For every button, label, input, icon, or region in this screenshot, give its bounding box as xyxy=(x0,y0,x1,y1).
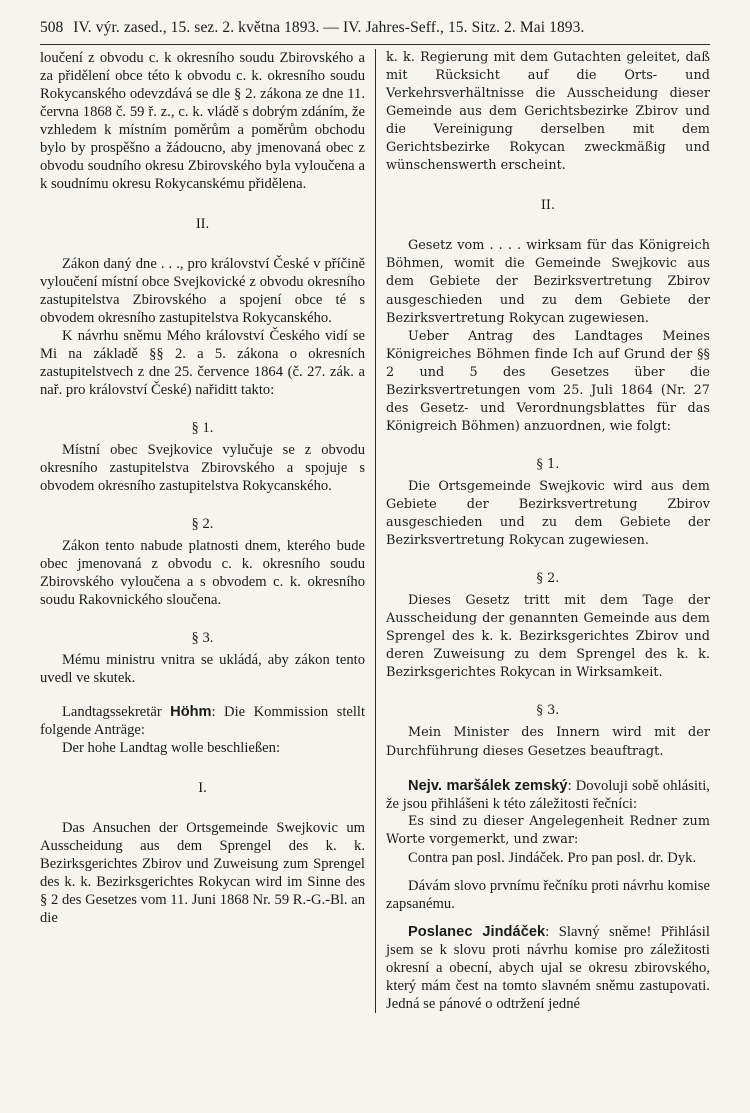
section-heading-roman: II. xyxy=(540,198,556,214)
left-column-czech xyxy=(40,49,375,1013)
section-heading: § 3. xyxy=(191,630,214,646)
section-heading-roman: II. xyxy=(195,216,210,232)
paragraph-text: Landtagssekretär xyxy=(62,704,171,720)
paragraph: Ueber Antrag des Landtages Meines Königreiches Böhmen finde Ich auf Grund der §§ 2 und 5 des Gesetzes über die Bezirksvertretungen vom 25. Juli 1864 (Nr. 27 des Gesetz- und Verordnungsblattes für das Königreich Böhmen) anzuordnen, wie folgt: xyxy=(386,328,710,434)
speaker-name: Poslanec Jindáček xyxy=(408,923,546,940)
speaker-name: Nejv. maršálek zemský xyxy=(408,777,568,794)
paragraph-text: : Slavný sněme! Přihlásil jsem se k slovu proti návrhu komise pro záležitosti okresní a obecní, abych ujal se okresu zbirovského, který mám čest na tomto slavném sněmu zastupovati. Jedná se pánové o odtržení jedné xyxy=(386,923,710,1012)
paragraph-text: : Dovoluji sobě ohlásiti, že jsou přihlášeni k této záležitosti řečníci: xyxy=(386,777,710,812)
speaker-name: Höhm xyxy=(170,704,212,720)
speaker-paragraph xyxy=(386,777,710,813)
paragraph: Mému ministru vnitra se ukládá, aby zákon tento uvedl ve skutek. xyxy=(40,652,365,686)
paragraph: Das Ansuchen der Ortsgemeinde Swejkovic um Ausscheidung aus dem Sprengel des k. k. Bezirksgerichtes Zbirov und Zuweisung zum Sprengel des k. k. Bezirksgerichtes Rokycan wird im Sinne des § 2 des Gesetzes vom 11. Juni 1868 Nr. 59 R.-G.-Bl. an die xyxy=(40,820,365,926)
paragraph: Die Ortsgemeinde Swejkovic wird aus dem Gebiete der Bezirksvertretung Zbirov ausgeschieden und zu dem Gebiete der Bezirksvertretung Rokycan zugewiesen. xyxy=(386,478,710,549)
paragraph: Zákon daný dne . . ., pro království České v příčině vyloučení místní obce Svejkovické z obvodu okresního zastupitelstva Zbirovského a spojení obce té s obvodem okresního zastupitelstva Rokycanského. xyxy=(40,256,365,326)
paragraph-text: : Die Kommission stellt folgende Anträge: xyxy=(40,704,366,738)
paragraph: Contra pan posl. Jindáček. Pro pan posl. dr. Dyk. xyxy=(408,849,697,866)
section-heading: § 1. xyxy=(191,420,214,436)
paragraph: Dieses Gesetz tritt mit dem Tage der Ausscheidung der genannten Gemeinde aus dem Sprengel des k. k. Bezirksgerichtes Zbirov und deren Zuweisung zu dem Sprengel des k. k. Bezirksgerichtes Rokycan in Wirksamkeit. xyxy=(386,593,710,681)
section-heading: § 3. xyxy=(536,703,560,719)
right-column-german xyxy=(375,49,710,1013)
speaker-paragraph xyxy=(40,703,365,739)
two-column-body xyxy=(40,49,710,1013)
section-heading: § 2. xyxy=(536,571,560,587)
paragraph: Mein Minister des Innern wird mit der Durchführung dieses Gesetzes beauftragt. xyxy=(386,725,710,759)
paragraph: Es sind zu dieser Angelegenheit Redner zum Worte vorgemerkt, und zwar: xyxy=(386,813,710,847)
section-heading: § 1. xyxy=(536,456,560,472)
paragraph: Zákon tento nabude platnosti dnem, kterého bude obec jmenovaná z obvodu c. k. okresního soudu Zbirovského vyloučena a s obvodem c. k. okresního soudu Rakovnického sloučena. xyxy=(40,538,365,608)
paragraph: Gesetz vom . . . . wirksam für das Königreich Böhmen, womit die Gemeinde Swejkovic aus dem Gebiete der Bezirksvertretung Zbirov ausgeschieden und zu dem Gebiete der Bezirksvertretung Rokycan zugewiesen. xyxy=(386,238,710,326)
paragraph: loučení z obvodu c. k okresního soudu Zbirovského a za přidělení obce této k obvodu c. k. okresního soudu Rokycanského odevzdává se dle § 2. zákona ze dne 11. června 1868 č. 59 ř. z., c. k. vládě s dobrým zdáním, že vzhledem k místním poměrům a poměrům obchodu bylo by prospěšno a žádoucno, aby jmenovaná obec z obvodu soudního okresu Zbirovského byla vyloučena a k soudnímu okresu Rokycanskému přidělena. xyxy=(40,50,365,192)
paragraph: K návrhu sněmu Mého království Českého vidí se Mi na základě §§ 2. a 5. zákona o okresních zastupitelstvech z dne 25. července 1864 (č. 27. zák. a nař. pro království České) nařiditt takto: xyxy=(40,328,365,398)
speaker-paragraph xyxy=(386,923,710,1013)
running-title: IV. výr. zased., 15. sez. 2. května 1893. — IV. Jahres-Seff., 15. Sitz. 2. Mai 1893. xyxy=(73,19,585,36)
page-header xyxy=(40,18,710,45)
section-heading-roman: I. xyxy=(198,780,207,796)
paragraph: Místní obec Svejkovice vylučuje se z obvodu okresního zastupitelstva Zbirovského a spojuje s obvodem okresního zastupitelstva Rokycanského. xyxy=(40,442,365,494)
page-number: 508 xyxy=(40,19,64,36)
paragraph: k. k. Regierung mit dem Gutachten geleitet, daß mit Rücksicht auf die Orts- und Verkehrsverhältnisse die Ausscheidung dieser Gemeinde aus dem Gerichtsbezirke Zbirov und die Vereinigung derselben mit dem Gerichtsbezirke Rokycan zweckmäßig und wünschenswerth erscheint. xyxy=(386,50,710,174)
paragraph: Der hohe Landtag wolle beschließen: xyxy=(62,740,281,756)
paragraph: Dávám slovo prvnímu řečníku proti návrhu komise zapsanému. xyxy=(386,877,710,912)
section-heading: § 2. xyxy=(191,516,214,532)
